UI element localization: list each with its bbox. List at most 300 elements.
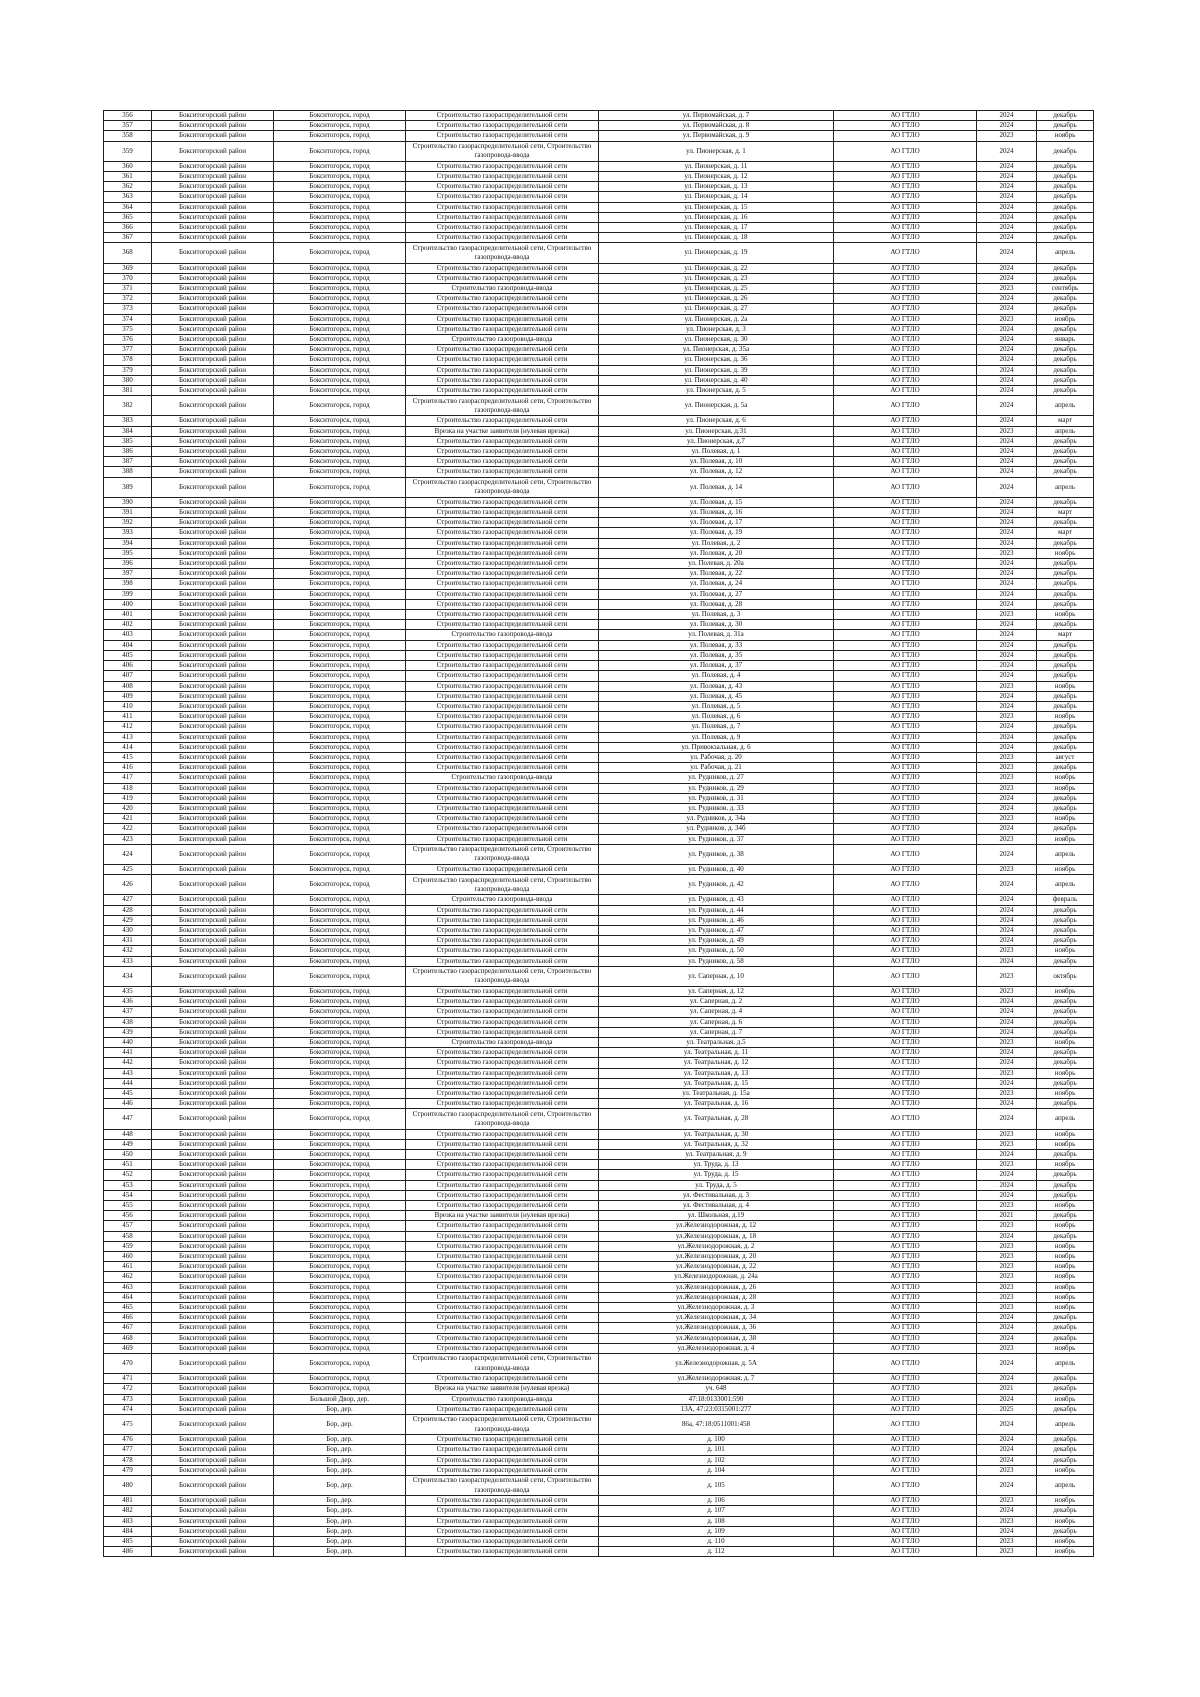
- cell-settlement: Бокситогорск, город: [274, 559, 406, 569]
- cell-contractor: АО ГТЛО: [834, 1415, 977, 1435]
- cell-year: 2024: [977, 1415, 1037, 1435]
- cell-year: 2024: [977, 956, 1037, 966]
- cell-contractor: АО ГТЛО: [834, 1139, 977, 1149]
- cell-district: Бокситогорский район: [152, 1435, 274, 1445]
- cell-month: декабрь: [1037, 1099, 1094, 1109]
- cell-month: ноябрь: [1037, 1465, 1094, 1475]
- table-row: [104, 1496, 1094, 1506]
- cell-contractor: АО ГТЛО: [834, 396, 977, 416]
- cell-contractor: АО ГТЛО: [834, 202, 977, 212]
- cell-settlement: Бокситогорск, город: [274, 1037, 406, 1047]
- cell-settlement: Бокситогорск, город: [274, 161, 406, 171]
- cell-settlement: Бокситогорск, город: [274, 538, 406, 548]
- cell-settlement: Бокситогорск, город: [274, 1384, 406, 1394]
- cell-address: д. 112: [599, 1547, 834, 1557]
- cell-row-number: 423: [104, 834, 152, 844]
- cell-district: Бокситогорский район: [152, 294, 274, 304]
- cell-district: Бокситогорский район: [152, 1537, 274, 1547]
- cell-month: ноябрь: [1037, 783, 1094, 793]
- cell-year: 2024: [977, 1333, 1037, 1343]
- table-row: [104, 365, 1094, 375]
- cell-settlement: Бокситогорск, город: [274, 1149, 406, 1159]
- cell-year: 2024: [977, 447, 1037, 457]
- cell-month: декабрь: [1037, 273, 1094, 283]
- cell-contractor: АО ГТЛО: [834, 661, 977, 671]
- cell-settlement: Бокситогорск, город: [274, 202, 406, 212]
- cell-settlement: Бокситогорск, город: [274, 752, 406, 762]
- cell-address: ул. Полевая, д. 15: [599, 497, 834, 507]
- table-row: [104, 1526, 1094, 1536]
- cell-settlement: Бокситогорск, город: [274, 263, 406, 273]
- cell-address: д. 110: [599, 1537, 834, 1547]
- table-row: [104, 834, 1094, 844]
- cell-settlement: Бокситогорск, город: [274, 783, 406, 793]
- cell-settlement: Бокситогорск, город: [274, 284, 406, 294]
- cell-district: Бокситогорский район: [152, 691, 274, 701]
- cell-work-type: Строительство газораспределительной сети: [406, 956, 599, 966]
- cell-settlement: Бокситогорск, город: [274, 1129, 406, 1139]
- cell-month: апрель: [1037, 426, 1094, 436]
- cell-address: д. 108: [599, 1516, 834, 1526]
- cell-address: ул. Саперная, д. 4: [599, 1007, 834, 1017]
- cell-row-number: 381: [104, 386, 152, 396]
- cell-work-type: Строительство газораспределительной сети: [406, 915, 599, 925]
- cell-work-type: Строительство газораспределительной сети: [406, 223, 599, 233]
- cell-work-type: Строительство газораспределительной сети: [406, 986, 599, 996]
- cell-month: декабрь: [1037, 1078, 1094, 1088]
- cell-contractor: АО ГТЛО: [834, 284, 977, 294]
- cell-month: декабрь: [1037, 1455, 1094, 1465]
- cell-address: ул. Саперная, д. 6: [599, 1017, 834, 1027]
- cell-address: ул. Пионерская, д. 39: [599, 365, 834, 375]
- cell-year: 2024: [977, 508, 1037, 518]
- cell-address: ул. Театральная, д. 28: [599, 1109, 834, 1129]
- table-row: [104, 722, 1094, 732]
- cell-year: 2023: [977, 1252, 1037, 1262]
- cell-row-number: 384: [104, 426, 152, 436]
- cell-work-type: Строительство газораспределительной сети: [406, 131, 599, 141]
- table-row: [104, 701, 1094, 711]
- cell-district: Бокситогорский район: [152, 1333, 274, 1343]
- cell-month: ноябрь: [1037, 1537, 1094, 1547]
- cell-row-number: 382: [104, 396, 152, 416]
- cell-contractor: АО ГТЛО: [834, 141, 977, 161]
- cell-row-number: 461: [104, 1262, 152, 1272]
- cell-row-number: 438: [104, 1017, 152, 1027]
- cell-address: ул. Пионерская, д. 30: [599, 335, 834, 345]
- cell-year: 2023: [977, 284, 1037, 294]
- cell-month: декабрь: [1037, 1170, 1094, 1180]
- cell-work-type: Строительство газораспределительной сети: [406, 691, 599, 701]
- cell-district: Бокситогорский район: [152, 1455, 274, 1465]
- cell-address: ул. Первомайская, д. 8: [599, 121, 834, 131]
- cell-year: 2024: [977, 905, 1037, 915]
- cell-month: декабрь: [1037, 1027, 1094, 1037]
- cell-row-number: 480: [104, 1476, 152, 1496]
- cell-row-number: 357: [104, 121, 152, 131]
- cell-row-number: 477: [104, 1445, 152, 1455]
- table-row: [104, 1200, 1094, 1210]
- table-row: [104, 1455, 1094, 1465]
- cell-month: декабрь: [1037, 905, 1094, 915]
- cell-work-type: Строительство газораспределительной сети: [406, 1333, 599, 1343]
- cell-settlement: Бокситогорск, город: [274, 630, 406, 640]
- cell-month: декабрь: [1037, 386, 1094, 396]
- cell-district: Бокситогорский район: [152, 1384, 274, 1394]
- cell-work-type: Строительство газораспределительной сети: [406, 650, 599, 660]
- cell-year: 2024: [977, 223, 1037, 233]
- cell-contractor: АО ГТЛО: [834, 814, 977, 824]
- cell-settlement: Бокситогорск, город: [274, 1190, 406, 1200]
- cell-address: ул. Рудников, д. 50: [599, 946, 834, 956]
- cell-settlement: Бокситогорск, город: [274, 650, 406, 660]
- cell-district: Бокситогорский район: [152, 172, 274, 182]
- cell-month: ноябрь: [1037, 1129, 1094, 1139]
- cell-work-type: Строительство газораспределительной сети: [406, 161, 599, 171]
- cell-district: Бокситогорский район: [152, 345, 274, 355]
- cell-year: 2024: [977, 1007, 1037, 1017]
- cell-month: ноябрь: [1037, 1262, 1094, 1272]
- cell-district: Бокситогорский район: [152, 1088, 274, 1098]
- cell-contractor: АО ГТЛО: [834, 467, 977, 477]
- cell-district: Бокситогорский район: [152, 314, 274, 324]
- cell-settlement: Бокситогорск, город: [274, 1252, 406, 1262]
- cell-work-type: Строительство газораспределительной сети: [406, 497, 599, 507]
- cell-settlement: Бокситогорск, город: [274, 701, 406, 711]
- table-row: [104, 712, 1094, 722]
- cell-year: 2023: [977, 1068, 1037, 1078]
- cell-district: Бокситогорский район: [152, 599, 274, 609]
- cell-address: ул.Железнодорожная, д. 26: [599, 1282, 834, 1292]
- table-row: [104, 1516, 1094, 1526]
- cell-district: Бокситогорский район: [152, 956, 274, 966]
- cell-settlement: Бокситогорск, город: [274, 1272, 406, 1282]
- cell-address: ул. Театральная, д.5: [599, 1037, 834, 1047]
- cell-contractor: АО ГТЛО: [834, 324, 977, 334]
- table-row: [104, 131, 1094, 141]
- cell-contractor: АО ГТЛО: [834, 986, 977, 996]
- cell-contractor: АО ГТЛО: [834, 742, 977, 752]
- cell-settlement: Бокситогорск, город: [274, 936, 406, 946]
- cell-settlement: Бор, дер.: [274, 1506, 406, 1516]
- cell-work-type: Врезка на участке заявителя (нулевая врезка): [406, 1384, 599, 1394]
- cell-row-number: 387: [104, 457, 152, 467]
- cell-address: ул. Саперная, д. 12: [599, 986, 834, 996]
- cell-district: Бокситогорский район: [152, 1211, 274, 1221]
- cell-address: ул. Пионерская, д.31: [599, 426, 834, 436]
- cell-year: 2024: [977, 620, 1037, 630]
- cell-address: ул. Фестивальная, д. 4: [599, 1200, 834, 1210]
- cell-year: 2023: [977, 1516, 1037, 1526]
- cell-month: март: [1037, 630, 1094, 640]
- cell-year: 2023: [977, 1129, 1037, 1139]
- cell-row-number: 429: [104, 915, 152, 925]
- table-row: [104, 508, 1094, 518]
- cell-year: 2024: [977, 202, 1037, 212]
- cell-month: декабрь: [1037, 111, 1094, 121]
- cell-settlement: Бокситогорск, город: [274, 121, 406, 131]
- cell-district: Бокситогорский район: [152, 671, 274, 681]
- cell-district: Бокситогорский район: [152, 457, 274, 467]
- cell-row-number: 476: [104, 1435, 152, 1445]
- cell-work-type: Строительство газораспределительной сети: [406, 365, 599, 375]
- cell-month: декабрь: [1037, 691, 1094, 701]
- cell-contractor: АО ГТЛО: [834, 263, 977, 273]
- cell-contractor: АО ГТЛО: [834, 1037, 977, 1047]
- cell-settlement: Бокситогорск, город: [274, 1354, 406, 1374]
- cell-year: 2023: [977, 1139, 1037, 1149]
- cell-address: ул. Рудников, д. 46: [599, 915, 834, 925]
- cell-district: Бокситогорский район: [152, 712, 274, 722]
- cell-district: Бокситогорский район: [152, 640, 274, 650]
- cell-work-type: Строительство газораспределительной сети: [406, 640, 599, 650]
- cell-month: ноябрь: [1037, 773, 1094, 783]
- cell-contractor: АО ГТЛО: [834, 875, 977, 895]
- cell-month: ноябрь: [1037, 814, 1094, 824]
- cell-year: 2023: [977, 1292, 1037, 1302]
- cell-month: декабрь: [1037, 518, 1094, 528]
- cell-contractor: АО ГТЛО: [834, 497, 977, 507]
- cell-month: ноябрь: [1037, 1200, 1094, 1210]
- cell-month: апрель: [1037, 1476, 1094, 1496]
- cell-work-type: Строительство газораспределительной сети: [406, 599, 599, 609]
- cell-month: февраль: [1037, 895, 1094, 905]
- cell-address: уч. 648: [599, 1384, 834, 1394]
- table-row: [104, 1282, 1094, 1292]
- cell-settlement: Бокситогорск, город: [274, 986, 406, 996]
- cell-district: Бокситогорский район: [152, 630, 274, 640]
- cell-row-number: 412: [104, 722, 152, 732]
- cell-row-number: 458: [104, 1231, 152, 1241]
- cell-row-number: 473: [104, 1394, 152, 1404]
- cell-year: 2024: [977, 182, 1037, 192]
- cell-year: 2024: [977, 273, 1037, 283]
- cell-row-number: 449: [104, 1139, 152, 1149]
- cell-year: 2024: [977, 467, 1037, 477]
- cell-row-number: 424: [104, 844, 152, 864]
- table-row: [104, 457, 1094, 467]
- cell-contractor: АО ГТЛО: [834, 1303, 977, 1313]
- cell-contractor: АО ГТЛО: [834, 548, 977, 558]
- cell-row-number: 388: [104, 467, 152, 477]
- cell-address: д. 102: [599, 1455, 834, 1465]
- cell-row-number: 455: [104, 1200, 152, 1210]
- table-row: [104, 1068, 1094, 1078]
- cell-row-number: 483: [104, 1516, 152, 1526]
- cell-month: декабрь: [1037, 161, 1094, 171]
- table-row: [104, 223, 1094, 233]
- cell-work-type: Строительство газораспределительной сети: [406, 416, 599, 426]
- cell-work-type: Врезка на участке заявителя (нулевая врезка): [406, 426, 599, 436]
- cell-district: Бокситогорский район: [152, 1241, 274, 1251]
- table-row: [104, 477, 1094, 497]
- cell-settlement: Бокситогорск, город: [274, 1303, 406, 1313]
- cell-district: Бокситогорский район: [152, 1078, 274, 1088]
- cell-year: 2023: [977, 1282, 1037, 1292]
- cell-district: Бокситогорский район: [152, 986, 274, 996]
- cell-address: ул. Пионерская, д. 1: [599, 141, 834, 161]
- cell-district: Бокситогорский район: [152, 1058, 274, 1068]
- cell-month: ноябрь: [1037, 1037, 1094, 1047]
- table-row: [104, 497, 1094, 507]
- cell-settlement: Бокситогорск, город: [274, 946, 406, 956]
- cell-contractor: АО ГТЛО: [834, 966, 977, 986]
- cell-address: ул.Железнодорожная, д. 28: [599, 1292, 834, 1302]
- cell-month: декабрь: [1037, 1190, 1094, 1200]
- cell-year: 2024: [977, 1313, 1037, 1323]
- cell-address: ул. Пионерская, д. 18: [599, 233, 834, 243]
- cell-district: Бокситогорский район: [152, 610, 274, 620]
- cell-work-type: Строительство газораспределительной сети: [406, 1303, 599, 1313]
- cell-month: декабрь: [1037, 824, 1094, 834]
- cell-month: декабрь: [1037, 569, 1094, 579]
- cell-year: 2024: [977, 1435, 1037, 1445]
- cell-year: 2024: [977, 518, 1037, 528]
- cell-contractor: АО ГТЛО: [834, 345, 977, 355]
- cell-contractor: АО ГТЛО: [834, 1160, 977, 1170]
- cell-contractor: АО ГТЛО: [834, 599, 977, 609]
- cell-contractor: АО ГТЛО: [834, 1516, 977, 1526]
- cell-district: Бокситогорский район: [152, 793, 274, 803]
- cell-work-type: Строительство газораспределительной сети: [406, 1516, 599, 1526]
- cell-contractor: АО ГТЛО: [834, 365, 977, 375]
- cell-row-number: 482: [104, 1506, 152, 1516]
- cell-settlement: Бокситогорск, город: [274, 497, 406, 507]
- cell-district: Бокситогорский район: [152, 324, 274, 334]
- cell-contractor: АО ГТЛО: [834, 436, 977, 446]
- cell-year: 2024: [977, 803, 1037, 813]
- cell-month: апрель: [1037, 844, 1094, 864]
- cell-settlement: Бор, дер.: [274, 1404, 406, 1414]
- cell-work-type: Строительство газораспределительной сети, Строительство газопровода-ввода: [406, 1476, 599, 1496]
- cell-address: ул. Рудников, д. 34а: [599, 814, 834, 824]
- cell-settlement: Бокситогорск, город: [274, 1139, 406, 1149]
- cell-settlement: Бокситогорск, город: [274, 436, 406, 446]
- cell-district: Бокситогорский район: [152, 1526, 274, 1536]
- cell-settlement: Бор, дер.: [274, 1415, 406, 1435]
- cell-row-number: 368: [104, 243, 152, 263]
- cell-address: ул.Железнодорожная, д. 7: [599, 1374, 834, 1384]
- cell-address: ул. Труда, д. 15: [599, 1170, 834, 1180]
- cell-address: ул. Театральная, д. 15а: [599, 1088, 834, 1098]
- table-row: [104, 161, 1094, 171]
- cell-work-type: Строительство газораспределительной сети: [406, 1404, 599, 1414]
- cell-district: Бокситогорский район: [152, 569, 274, 579]
- cell-work-type: Строительство газораспределительной сети: [406, 834, 599, 844]
- cell-row-number: 463: [104, 1282, 152, 1292]
- cell-work-type: Строительство газораспределительной сети: [406, 1537, 599, 1547]
- cell-year: 2024: [977, 1149, 1037, 1159]
- cell-district: Бокситогорский район: [152, 620, 274, 630]
- cell-district: Бокситогорский район: [152, 273, 274, 283]
- cell-address: ул.Железнодорожная, д. 36: [599, 1323, 834, 1333]
- cell-district: Бокситогорский район: [152, 1465, 274, 1475]
- cell-settlement: Бокситогорск, город: [274, 396, 406, 416]
- cell-year: 2024: [977, 630, 1037, 640]
- cell-work-type: Строительство газораспределительной сети: [406, 712, 599, 722]
- cell-district: Бокситогорский район: [152, 1200, 274, 1210]
- cell-district: Бокситогорский район: [152, 182, 274, 192]
- cell-contractor: АО ГТЛО: [834, 1221, 977, 1231]
- cell-settlement: Бокситогорск, город: [274, 1109, 406, 1129]
- cell-month: декабрь: [1037, 661, 1094, 671]
- cell-contractor: АО ГТЛО: [834, 1109, 977, 1129]
- cell-work-type: Строительство газораспределительной сети: [406, 1262, 599, 1272]
- cell-row-number: 366: [104, 223, 152, 233]
- cell-contractor: АО ГТЛО: [834, 233, 977, 243]
- cell-work-type: Строительство газораспределительной сети: [406, 263, 599, 273]
- cell-row-number: 358: [104, 131, 152, 141]
- cell-month: декабрь: [1037, 579, 1094, 589]
- cell-month: декабрь: [1037, 763, 1094, 773]
- cell-contractor: АО ГТЛО: [834, 1099, 977, 1109]
- cell-work-type: Строительство газораспределительной сети, Строительство газопровода-ввода: [406, 966, 599, 986]
- cell-district: Бокситогорский район: [152, 1231, 274, 1241]
- cell-address: ул. Полевая, д. 14: [599, 477, 834, 497]
- cell-month: декабрь: [1037, 233, 1094, 243]
- cell-work-type: Строительство газораспределительной сети: [406, 1496, 599, 1506]
- table-row: [104, 1547, 1094, 1557]
- cell-row-number: 372: [104, 294, 152, 304]
- cell-month: декабрь: [1037, 732, 1094, 742]
- cell-contractor: АО ГТЛО: [834, 161, 977, 171]
- table-row: [104, 1139, 1094, 1149]
- cell-district: Бокситогорский район: [152, 131, 274, 141]
- cell-address: ул. Рудников, д. 29: [599, 783, 834, 793]
- cell-settlement: Бокситогорск, город: [274, 1068, 406, 1078]
- cell-year: 2023: [977, 1037, 1037, 1047]
- cell-month: декабрь: [1037, 915, 1094, 925]
- cell-work-type: Строительство газораспределительной сети, Строительство газопровода-ввода: [406, 396, 599, 416]
- cell-year: 2024: [977, 1190, 1037, 1200]
- cell-address: ул.Железнодорожная, д. 38: [599, 1333, 834, 1343]
- cell-contractor: АО ГТЛО: [834, 915, 977, 925]
- cell-settlement: Бокситогорск, город: [274, 864, 406, 874]
- cell-year: 2024: [977, 365, 1037, 375]
- cell-contractor: АО ГТЛО: [834, 416, 977, 426]
- cell-year: 2023: [977, 1200, 1037, 1210]
- table-row: [104, 599, 1094, 609]
- table-row: [104, 1180, 1094, 1190]
- cell-district: Бокситогорский район: [152, 681, 274, 691]
- cell-work-type: Строительство газораспределительной сети: [406, 182, 599, 192]
- cell-address: ул.Железнодорожная, д. 3: [599, 1303, 834, 1313]
- table-row: [104, 681, 1094, 691]
- cell-year: 2023: [977, 610, 1037, 620]
- cell-contractor: АО ГТЛО: [834, 1384, 977, 1394]
- table-row: [104, 661, 1094, 671]
- cell-work-type: Строительство газораспределительной сети: [406, 1282, 599, 1292]
- cell-year: 2023: [977, 1547, 1037, 1557]
- cell-row-number: 395: [104, 548, 152, 558]
- cell-year: 2024: [977, 161, 1037, 171]
- cell-row-number: 419: [104, 793, 152, 803]
- cell-work-type: Строительство газораспределительной сети: [406, 783, 599, 793]
- cell-district: Бокситогорский район: [152, 773, 274, 783]
- cell-contractor: АО ГТЛО: [834, 1200, 977, 1210]
- table-row: [104, 335, 1094, 345]
- cell-month: декабрь: [1037, 121, 1094, 131]
- cell-settlement: Бор, дер.: [274, 1537, 406, 1547]
- cell-district: Бокситогорский район: [152, 1099, 274, 1109]
- cell-district: Бокситогорский район: [152, 579, 274, 589]
- table-row: [104, 1149, 1094, 1159]
- cell-month: август: [1037, 752, 1094, 762]
- cell-contractor: АО ГТЛО: [834, 773, 977, 783]
- cell-contractor: АО ГТЛО: [834, 131, 977, 141]
- cell-district: Бокситогорский район: [152, 905, 274, 915]
- cell-settlement: Бокситогорск, город: [274, 192, 406, 202]
